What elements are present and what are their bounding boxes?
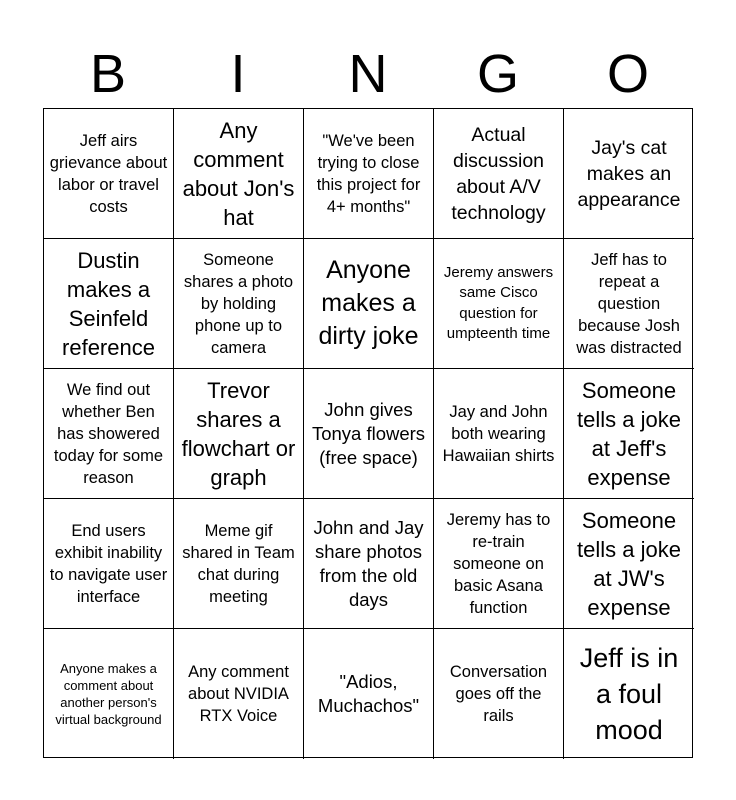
bingo-cell[interactable] [564,239,694,369]
header-letter-i: I [230,44,246,104]
bingo-cell[interactable] [434,369,564,499]
bingo-cell[interactable] [174,629,304,759]
bingo-cell[interactable] [44,629,174,759]
bingo-cell[interactable] [564,629,694,759]
bingo-cell[interactable] [44,239,174,369]
cell-text: Conversation goes off the rails [449,663,548,725]
header-letter-o: O [606,44,649,104]
bingo-cell[interactable] [304,499,434,629]
bingo-cell[interactable] [434,499,564,629]
cell-text: Jeff airs grievance about labor or travel costs [49,131,168,216]
header-letter-g: G [476,44,519,104]
cell-text: Trevor shares a flowchart or graph [181,377,296,490]
cell-text: Any comment about NVIDIA RTX Voice [188,663,289,725]
cell-text: Jeremy has to re-train someone on basic Asana function [446,510,551,617]
cell-text: End users exhibit inability to navigate user interface [49,521,168,606]
cell-text: Jeff has to repeat a question because Josh was distracted [576,250,682,357]
bingo-cell[interactable] [44,109,174,239]
bingo-cell[interactable] [564,499,694,629]
bingo-cell[interactable] [44,369,174,499]
cell-text: Any comment about Jon's hat [182,117,295,230]
bingo-board [43,108,693,758]
cell-text: Someone shares a photo by holding phone up to camera [183,250,294,357]
cell-text: Jay and John both wearing Hawaiian shirts [442,402,555,465]
bingo-header [43,44,693,104]
cell-text: Someone tells a joke at Jeff's expense [577,377,681,490]
cell-text: Meme gif shared in Team chat during meeting [182,521,295,606]
bingo-cell[interactable] [304,109,434,239]
cell-text: Jeff is in a foul mood [579,643,679,745]
header-letter-n: N [348,44,388,104]
cell-text: Actual discussion about A/V technology [451,123,546,224]
cell-text: John and Jay share photos from the old days [313,516,424,610]
bingo-cell[interactable] [174,499,304,629]
bingo-cell[interactable] [434,629,564,759]
cell-text: "We've been trying to close this project for 4+ months" [316,131,421,216]
cell-text: We find out whether Ben has showered today for some reason [53,380,164,487]
bingo-cell[interactable] [174,109,304,239]
bingo-cell[interactable] [564,369,694,499]
header-letter-b: B [89,44,127,104]
bingo-cell[interactable] [434,109,564,239]
cell-text: Jay's cat makes an appearance [577,136,681,211]
bingo-cell[interactable] [564,109,694,239]
cell-text: Someone tells a joke at JW's expense [577,507,681,620]
bingo-cell[interactable] [174,369,304,499]
bingo-cell[interactable] [304,629,434,759]
bingo-cell[interactable] [44,499,174,629]
bingo-cell[interactable] [174,239,304,369]
cell-text: John gives Tonya flowers (free space) [311,398,426,468]
bingo-cell[interactable] [304,239,434,369]
cell-text: Jeremy answers same Cisco question for umpteenth time [443,263,554,342]
cell-text: Anyone makes a dirty joke [318,256,419,350]
bingo-cell[interactable] [304,369,434,499]
cell-text: Anyone makes a comment about another person's virtual background [55,661,162,727]
cell-text: "Adios, Muchachos" [317,671,420,716]
bingo-cell[interactable] [434,239,564,369]
cell-text: Dustin makes a Seinfeld reference [62,247,155,360]
